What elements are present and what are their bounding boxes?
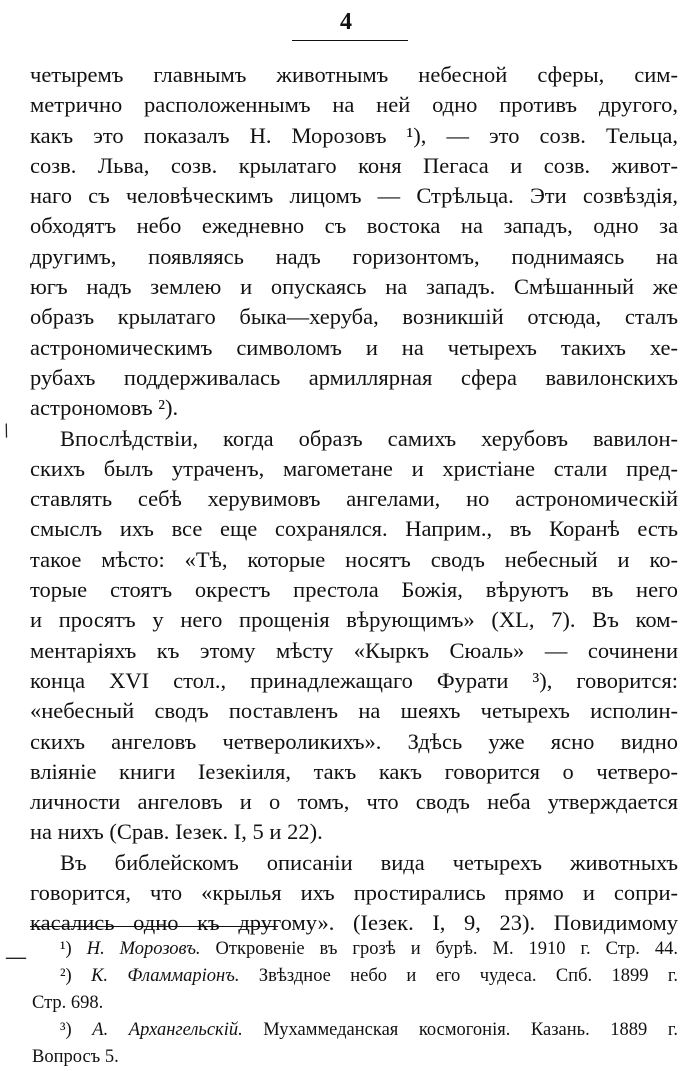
text-line: такое мѣсто: «Тѣ, которые носятъ сводъ небесный и ко-: [30, 546, 678, 572]
text-line: Впослѣдствіи, когда образъ самихъ херубовъ вавилон-: [60, 425, 678, 451]
text-line: конца XVI стол., принадлежащаго Фурати ³), говорится:: [30, 667, 678, 693]
footnote-3: [32, 1017, 678, 1044]
text-line: ставлять себѣ херувимовъ ангелами, но астрономическій: [30, 486, 678, 512]
text-line: созв. Льва, созв. крылатаго коня Пегаса и созв. живот-: [30, 152, 678, 178]
text-line: метрично расположеннымъ на ней одно противъ другого,: [30, 92, 678, 118]
footnote-2: [32, 963, 678, 990]
text-line: обходятъ небо ежедневно съ востока на западъ, одно за: [30, 213, 678, 239]
footnote-marker: ³): [60, 1020, 72, 1040]
footnote-1: [32, 936, 678, 963]
footnote-text: Звѣздное небо и его чудеса. Спб. 1899 г.: [258, 966, 679, 986]
footnote-marker: ¹): [60, 939, 72, 959]
margin-pencil-mark: —: [6, 946, 26, 968]
text-line: «небесный сводъ поставленъ на шеяхъ четырехъ исполин-: [30, 698, 678, 724]
body-text: [30, 60, 678, 939]
footnote-2-continuation: Стр. 698.: [32, 993, 104, 1013]
text-line: ментаріяхъ къ этому мѣсту «Кыркъ Сюаль» — сочинени: [30, 637, 678, 663]
footnote-author: К. Фламмаріонъ.: [91, 966, 240, 986]
text-line: на нихъ (Срав. Іезек. I, 5 и 22).: [30, 819, 323, 845]
text-line: четыремъ главнымъ животнымъ небесной сферы, сим-: [30, 62, 678, 87]
text-line: наго съ человѣческимъ лицомъ — Стрѣльца. Эти созвѣздія,: [30, 183, 678, 209]
text-line: торые стоятъ окрестъ престола Божія, вѣруютъ въ него: [30, 577, 678, 603]
footnote-author: А. Архангельскій.: [92, 1020, 243, 1040]
text-line: югъ надъ землею и опускаясь на западъ. Смѣшанный же: [30, 274, 678, 300]
text-line: вліяніе книги Іезекіиля, такъ какъ говорится о четверо-: [30, 758, 678, 784]
footnote-rule: [30, 926, 278, 927]
footnotes: [32, 936, 678, 1071]
text-line: и просятъ у него прощенія вѣрующимъ» (XL, 7). Въ ком-: [30, 607, 678, 633]
text-line: какъ это показалъ Н. Морозовъ ¹), — это созв. Тельца,: [30, 122, 678, 148]
text-line: говорится, что «крылья ихъ простирались прямо и сопри-: [30, 880, 678, 906]
text-line: астрономовъ ²).: [30, 395, 179, 421]
text-line: смыслъ ихъ все еще сохранялся. Наприм., въ Коранѣ есть: [30, 516, 678, 542]
text-line: рубахъ поддерживалась армиллярная сфера вавилонскихъ: [30, 364, 678, 390]
text-line: другимъ, появляясь надъ горизонтомъ, поднимаясь на: [30, 243, 678, 269]
footnote-text: Откровеніе въ грозѣ и бурѣ. М. 1910 г. Стр. 44.: [215, 939, 679, 959]
text-line: астрономическимъ символомъ и на четырехъ такихъ хе-: [30, 334, 678, 360]
text-line: образъ крылатаго быка—херуба, возникшій отсюда, сталъ: [30, 304, 678, 330]
text-line: касались одно къ другому». (Іезек. I, 9, 23). Повидимому: [30, 910, 678, 936]
footnote-3-continuation: Вопросъ 5.: [32, 1047, 119, 1067]
header-rule: [292, 40, 408, 41]
text-line: личности ангеловъ и о томъ, что сводъ неба утверждается: [30, 789, 678, 815]
page-number: 4: [340, 9, 352, 35]
text-line: Въ библейскомъ описаніи вида четырехъ животныхъ: [60, 849, 678, 875]
footnote-author: Н. Морозовъ.: [86, 939, 201, 959]
margin-pencil-mark: /: [0, 419, 13, 443]
text-line: скихъ ангеловъ четвероликихъ». Здѣсь уже ясно видно: [30, 728, 678, 754]
footnote-marker: ²): [60, 966, 72, 986]
text-line: скихъ былъ утраченъ, магометане и христіане стали пред-: [30, 455, 678, 481]
footnote-text: Мухаммеданская космогонія. Казань. 1889 г.: [263, 1020, 678, 1040]
